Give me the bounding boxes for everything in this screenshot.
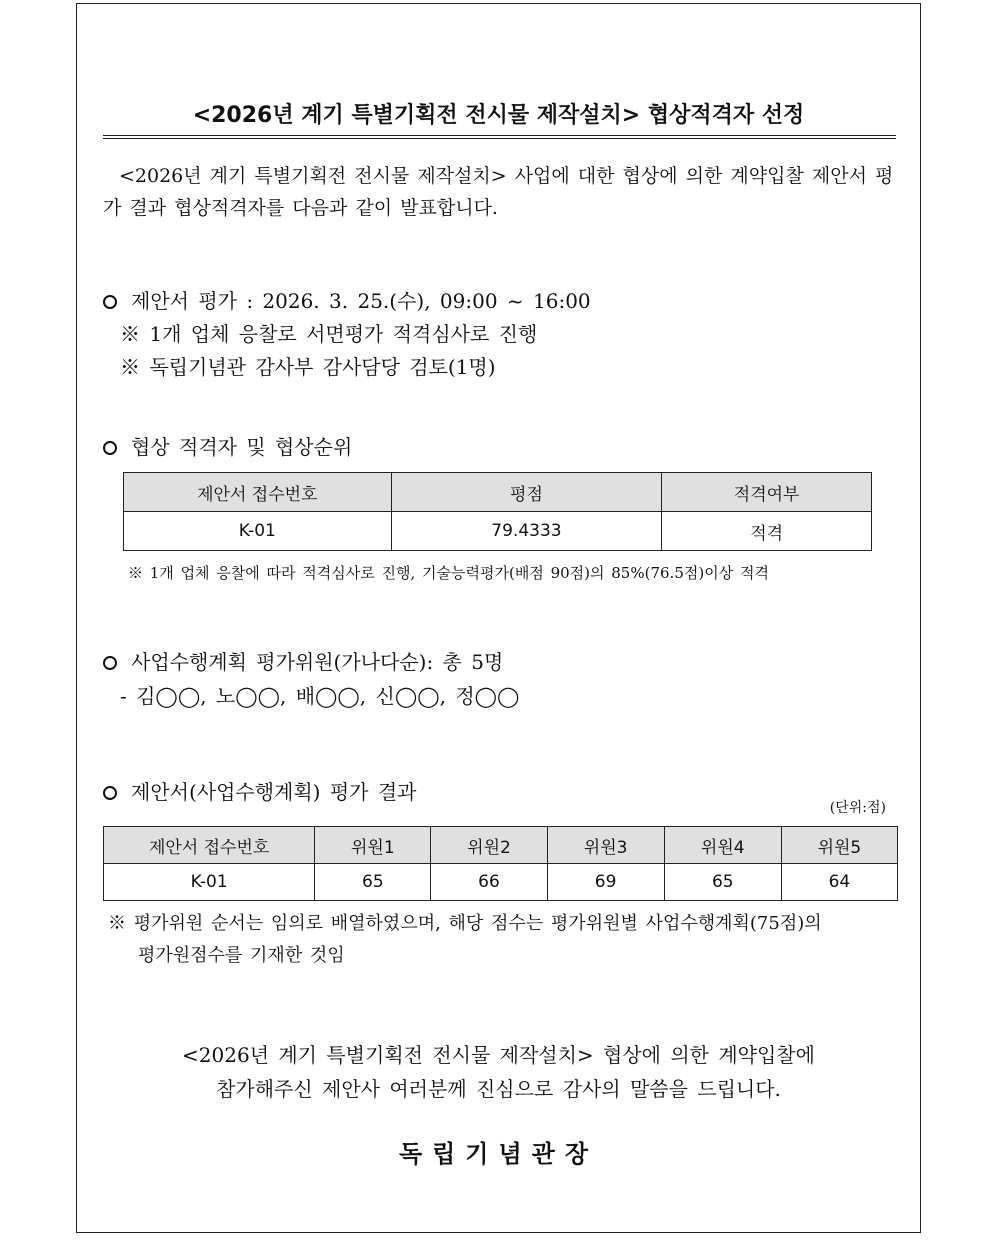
section-results-text: 제안서(사업수행계획) 평가 결과	[131, 780, 417, 804]
table-cell: 66	[431, 864, 547, 901]
closing-message	[76, 1038, 921, 1106]
evaluation-note-1: ※ 1개 업체 응찰로 서면평가 적격심사로 진행	[120, 322, 538, 346]
section-evaluation-text: 제안서 평가 : 2026. 3. 25.(수), 09:00 ~ 16:00	[131, 289, 591, 313]
results-note-line-1: ※ 평가위원 순서는 임의로 배열하였으며, 해당 점수는 평가위원별 사업수행계획(75점)의	[108, 913, 822, 934]
table-cell: 64	[781, 864, 897, 901]
table-cell: K-01	[104, 864, 315, 901]
table-header-row	[104, 827, 898, 864]
table-cell: 79.4333	[391, 512, 662, 551]
table-row	[124, 512, 872, 551]
results-table-note	[108, 908, 898, 972]
results-note-line-2: 평가원점수를 기재한 것임	[138, 945, 345, 966]
unit-label: (단위:점)	[829, 800, 886, 816]
table-header-cell: 위원4	[664, 827, 781, 864]
section-members-heading	[103, 647, 503, 677]
closing-line-1: <2026년 계기 특별기획전 전시물 제작설치> 협상에 의한 계약입찰에	[182, 1043, 815, 1067]
table-header-cell: 위원1	[315, 827, 431, 864]
title-double-rule	[103, 135, 896, 139]
circle-bullet-icon	[103, 441, 117, 455]
members-list: - 김◯◯, 노◯◯, 배◯◯, 신◯◯, 정◯◯	[120, 684, 520, 708]
document-title: <2026년 계기 특별기획전 전시물 제작설치> 협상적격자 선정	[192, 103, 805, 128]
table-row	[104, 864, 898, 901]
circle-bullet-icon	[103, 295, 117, 309]
section-qualified-text: 협상 적격자 및 협상순위	[131, 435, 353, 459]
table-cell: 65	[664, 864, 781, 901]
section-members-text: 사업수행계획 평가위원(가나다순): 총 5명	[131, 650, 504, 674]
table-header-cell: 위원3	[547, 827, 664, 864]
table-header-cell: 위원2	[431, 827, 547, 864]
qualified-table-note: ※ 1개 업체 응찰에 따라 적격심사로 진행, 기술능력평가(배점 90점)의 85%(76.5점)이상 적격	[128, 564, 769, 582]
table-header-row	[124, 473, 872, 512]
section-qualified-heading	[103, 432, 352, 462]
table-header-cell: 제안서 접수번호	[104, 827, 315, 864]
table-header-cell: 위원5	[781, 827, 897, 864]
table-header-cell: 제안서 접수번호	[124, 473, 392, 512]
table-cell: 65	[315, 864, 431, 901]
intro-paragraph: <2026년 계기 특별기획전 전시물 제작설치> 사업에 대한 협상에 의한 계약입찰 제안서 평가 결과 협상적격자를 다음과 같이 발표합니다.	[103, 165, 894, 219]
table-cell: K-01	[124, 512, 392, 551]
evaluation-note-2: ※ 독립기념관 감사부 감사담당 검토(1명)	[120, 355, 496, 379]
qualified-table	[123, 472, 872, 551]
section-evaluation-heading	[103, 286, 591, 316]
closing-line-2: 참가해주신 제안사 여러분께 진심으로 감사의 말씀을 드립니다.	[216, 1077, 781, 1101]
circle-bullet-icon	[103, 656, 117, 670]
table-header-cell: 평점	[391, 473, 662, 512]
table-header-cell: 적격여부	[662, 473, 872, 512]
results-table	[103, 826, 898, 901]
signature: 독립기념관장	[398, 1140, 599, 1168]
circle-bullet-icon	[103, 786, 117, 800]
section-results-heading	[103, 777, 416, 807]
table-cell: 69	[547, 864, 664, 901]
table-cell: 적격	[662, 512, 872, 551]
